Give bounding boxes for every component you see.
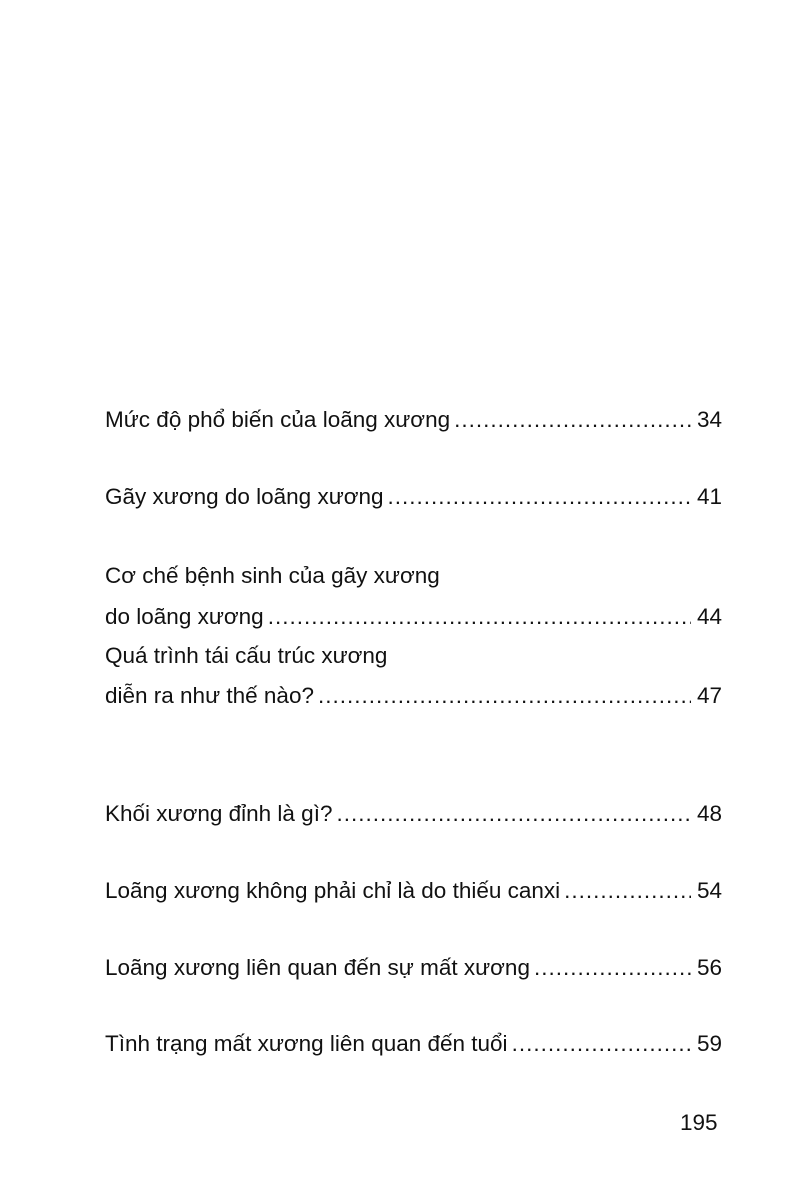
- toc-title: diễn ra như thế nào?: [105, 683, 314, 708]
- toc-page: 44: [696, 604, 722, 629]
- toc-title-line1: Quá trình tái cấu trúc xương: [105, 643, 388, 668]
- dot-leader: [318, 681, 691, 711]
- dot-leader: [388, 482, 691, 512]
- toc-title: Loãng xương không phải chỉ là do thiếu canxi: [105, 878, 561, 903]
- toc-entry: [105, 602, 722, 632]
- dot-leader: [454, 405, 691, 435]
- toc-entry: [105, 681, 722, 711]
- toc-title: Tình trạng mất xương liên quan đến tuổi: [105, 1031, 508, 1056]
- toc-page: 56: [696, 955, 722, 980]
- toc-page: 47: [696, 683, 722, 708]
- toc-entry: [105, 482, 722, 512]
- toc-title: do loãng xương: [105, 604, 264, 629]
- toc-entry: [105, 953, 722, 983]
- toc-entry: [105, 799, 722, 829]
- toc-entry: [105, 1029, 722, 1059]
- toc-title: Khối xương đỉnh là gì?: [105, 801, 333, 826]
- toc-title-line1: Cơ chế bệnh sinh của gãy xương: [105, 563, 440, 588]
- dot-leader: [534, 953, 691, 983]
- toc-page: 41: [696, 484, 722, 509]
- dot-leader: [268, 602, 691, 632]
- toc-title: Gãy xương do loãng xương: [105, 484, 384, 509]
- dot-leader: [564, 876, 691, 906]
- toc-entry: [105, 876, 722, 906]
- toc-title: Mức độ phổ biến của loãng xương: [105, 407, 451, 432]
- toc-entry: [105, 405, 722, 435]
- toc-page: 59: [696, 1031, 722, 1056]
- toc-page: 54: [696, 878, 722, 903]
- dot-leader: [512, 1029, 691, 1059]
- page-number: 195: [680, 1110, 718, 1135]
- dot-leader: [336, 799, 691, 829]
- toc-title: Loãng xương liên quan đến sự mất xương: [105, 955, 530, 980]
- toc-page: 48: [696, 801, 722, 826]
- toc-page: 34: [696, 407, 722, 432]
